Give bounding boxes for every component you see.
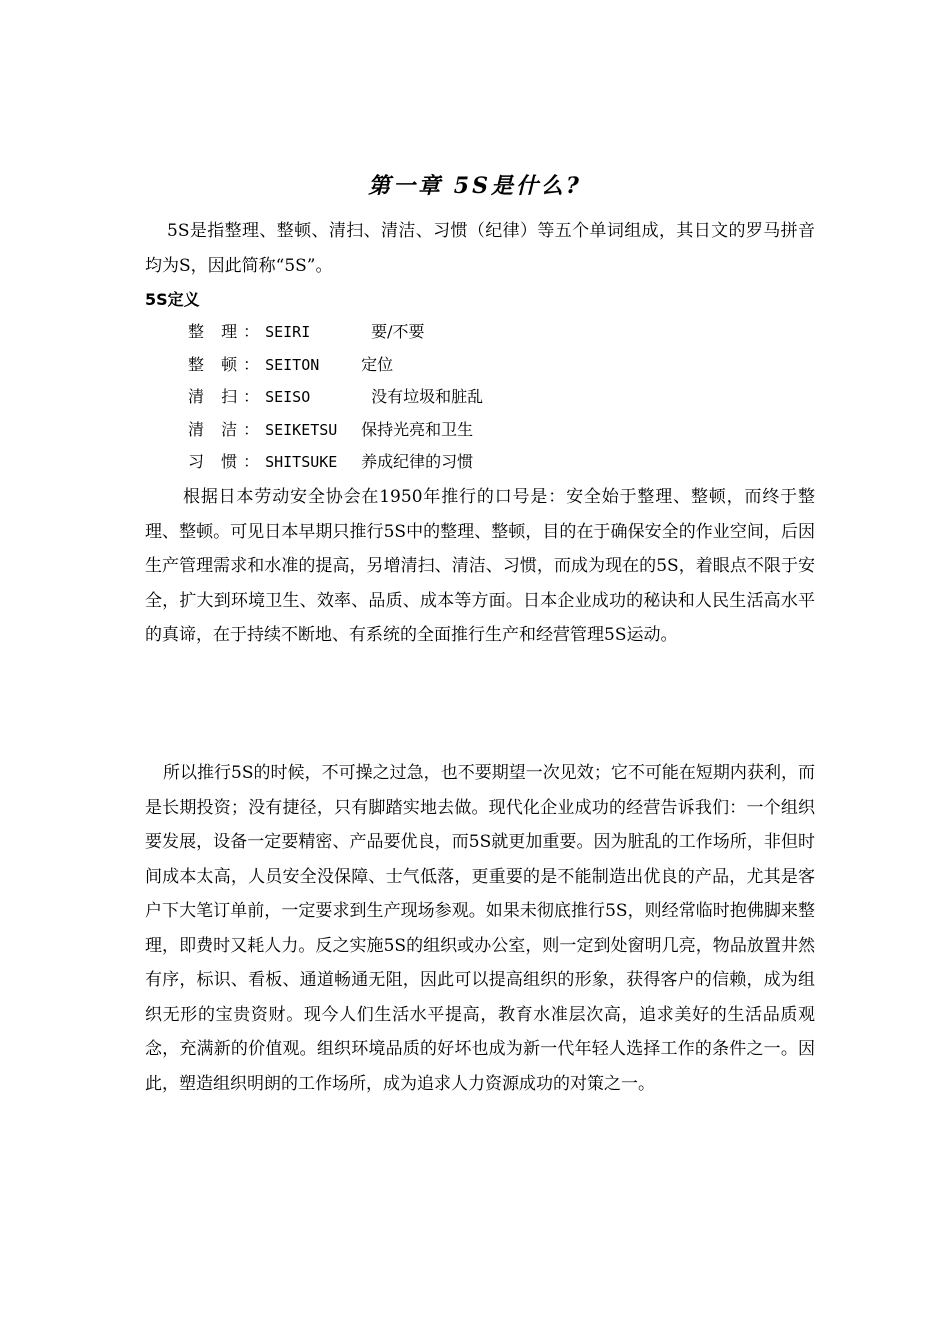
intro-paragraph: 5S是指整理、整顿、清扫、清洁、习惯（纪律）等五个单词组成，其日文的罗马拼音均为S，因此简称“5S”。 <box>145 221 815 276</box>
definition-term: 整 顿： <box>188 354 266 374</box>
definition-term: 清 洁： <box>188 419 266 439</box>
definition-term: 习 惯： <box>188 452 266 471</box>
definition-romanization: SEIKETSU <box>265 420 338 439</box>
history-paragraph: 根据日本劳动安全协会在1950年推行的口号是：安全始于整理、整顿，而终于整理、整顿。可见日本早期只推行5S中的整理、整顿，目的在于确保安全的作业空间，后因生产管理需求和水准的提高，另增清扫、清洁、习惯，而成为现在的5S，着眼点不限于安全，扩大到环境卫生、效率、品质、成本等方面。日本企业成功的秘诀和人民生活高水平的真谛，在于持续不断地、有系统的全面推行生产和经营管理5S运动。 <box>145 487 815 645</box>
definition-romanization: SHITSUKE <box>265 453 338 471</box>
definition-meaning: 定位 <box>361 354 394 374</box>
definitions-list <box>188 316 483 479</box>
definitions-heading: 5S定义 <box>145 290 200 309</box>
chapter-title: 第一章 5S是什么? <box>368 173 582 199</box>
definition-item-shitsuke <box>188 446 483 479</box>
definition-romanization: SEIRI <box>265 323 311 341</box>
definition-term: 整 理： <box>188 322 266 341</box>
definition-meaning: 养成纪律的习惯 <box>361 452 474 471</box>
definition-meaning: 要/不要 <box>371 322 425 341</box>
practice-paragraph: 所以推行5S的时候，不可操之过急，也不要期望一次见效；它不可能在短期内获利，而是长期投资；没有捷径，只有脚踏实地去做。现代化企业成功的经营告诉我们：一个组织要发展，设备一定要精密、产品要优良，而5S就更加重要。因为脏乱的工作场所，非但时间成本太高，人员安全没保障、士气低落，更重要的是不能制造出优良的产品，尤其是客户下大笔订单前，一定要求到生产现场参观。如果未彻底推行5S，则经常临时抱佛脚来整理，即费时又耗人力。反之实施5S的组织或办公室，则一定到处窗明几亮，物品放置井然有序，标识、看板、通道畅通无阻，因此可以提高组织的形象，获得客户的信赖，成为组织无形的宝贵资财。现今人们生活水平提高，教育水准层次高，追求美好的生活品质观念，充满新的价值观。组织环境品质的好坏也成为新一代年轻人选择工作的条件之一。因此，塑造组织明朗的工作场所，成为追求人力资源成功的对策之一。 <box>145 763 815 1094</box>
definition-romanization: SEISO <box>265 388 311 406</box>
definition-meaning: 保持光亮和卫生 <box>361 419 474 439</box>
definition-term: 清 扫： <box>188 387 266 406</box>
definition-item-seiketsu <box>188 414 483 447</box>
definition-item-seiri <box>188 316 483 349</box>
definition-meaning: 没有垃圾和脏乱 <box>371 387 484 406</box>
definition-romanization: SEITON <box>265 355 320 374</box>
definition-item-seiton <box>188 349 483 382</box>
definition-item-seiso <box>188 381 483 414</box>
